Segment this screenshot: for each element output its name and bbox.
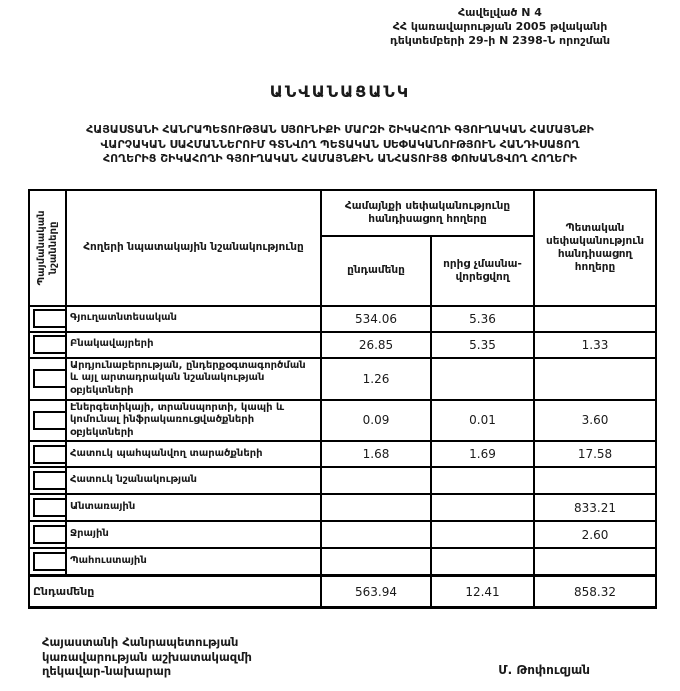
table-row bbox=[29, 358, 656, 400]
symbol-box-icon bbox=[33, 335, 66, 354]
total-label: Ընդամենը bbox=[29, 576, 321, 608]
column-header-symbols bbox=[29, 190, 66, 306]
state-value bbox=[534, 306, 656, 332]
symbol-box-icon bbox=[33, 498, 66, 517]
state-value bbox=[534, 358, 656, 400]
row-label: Հատուկ պահպանվող տարածքների bbox=[66, 441, 321, 467]
community-total-value bbox=[321, 494, 431, 521]
table-row bbox=[29, 467, 656, 494]
non-privatized-value bbox=[431, 494, 534, 521]
row-label: Անտառային bbox=[66, 494, 321, 521]
community-total-value: 26.85 bbox=[321, 332, 431, 358]
subtitle-line: ՀՈՂԵՐԻՑ ՇԻԿԱՀՈՂԻ ԳՅՈՒՂԱԿԱՆ ՀԱՄԱՅՆՔԻՆ ԱՆՀԱՏՈՒՅՑ ՓՈԽԱՆՑՎՈՂ ՀՈՂԵՐԻ bbox=[103, 152, 577, 165]
community-total-value: 1.26 bbox=[321, 358, 431, 400]
column-header-purpose: Հողերի նպատակային նշանակությունը bbox=[66, 190, 321, 306]
column-header-community-group: Համայնքի սեփականությունը հանդիսացող հողերը bbox=[321, 190, 534, 236]
signatory-name: Մ. Թոփուզյան bbox=[498, 662, 590, 677]
state-value: 17.58 bbox=[534, 441, 656, 467]
column-header-total: ընդամենը bbox=[321, 236, 431, 306]
community-total-value: 0.09 bbox=[321, 400, 431, 442]
community-total-value bbox=[321, 467, 431, 494]
row-label: Պահուստային bbox=[66, 548, 321, 576]
document-subtitle bbox=[0, 123, 680, 167]
state-value: 2.60 bbox=[534, 521, 656, 548]
state-value: 833.21 bbox=[534, 494, 656, 521]
subtitle-line: ՀԱՅԱՍՏԱՆԻ ՀԱՆՐԱՊԵՏՈՒԹՅԱՆ ՍՅՈՒՆԻՔԻ ՄԱՐԶԻ ՇԻԿԱՀՈՂԻ ԳՅՈՒՂԱԿԱՆ ՀԱՄԱՅՆՔԻ bbox=[86, 123, 594, 136]
row-label: Բնակավայրերի bbox=[66, 332, 321, 358]
document-footer bbox=[0, 635, 680, 679]
row-label: Գյուղատնտեսական bbox=[66, 306, 321, 332]
symbol-box-icon bbox=[33, 369, 66, 388]
column-header-state: Պետական սեփականություն հանդիսացող հողերը bbox=[534, 190, 656, 306]
symbol-cell bbox=[29, 467, 66, 494]
symbol-cell bbox=[29, 494, 66, 521]
signatory-title-line: Հայաստանի Հանրապետության bbox=[42, 635, 239, 649]
column-header-symbols-label: Պայմանական նշանները bbox=[35, 210, 59, 285]
symbol-cell bbox=[29, 332, 66, 358]
community-total-value: 1.68 bbox=[321, 441, 431, 467]
table-row bbox=[29, 332, 656, 358]
state-value: 3.60 bbox=[534, 400, 656, 442]
symbol-box-icon bbox=[33, 445, 66, 464]
table-row bbox=[29, 494, 656, 521]
symbol-cell bbox=[29, 400, 66, 442]
symbol-cell bbox=[29, 441, 66, 467]
non-privatized-value bbox=[431, 521, 534, 548]
community-total-value bbox=[321, 521, 431, 548]
community-total-value: 534.06 bbox=[321, 306, 431, 332]
symbol-box-icon bbox=[33, 525, 66, 544]
signatory-title-line: ղեկավար-նախարար bbox=[42, 664, 172, 678]
non-privatized-value: 5.36 bbox=[431, 306, 534, 332]
row-label: Արդյունաբերության, ընդերքօգտագործման և այլ արտադրական նշանակության օբյեկտների bbox=[66, 358, 321, 400]
symbol-box-icon bbox=[33, 552, 66, 571]
non-privatized-sum: 12.41 bbox=[431, 576, 534, 608]
non-privatized-value bbox=[431, 467, 534, 494]
row-label: Էներգետիկայի, տրանսպորտի, կապի և կոմունալ ինֆրակառուցվածքների օբյեկտների bbox=[66, 400, 321, 442]
non-privatized-value: 5.35 bbox=[431, 332, 534, 358]
non-privatized-value: 1.69 bbox=[431, 441, 534, 467]
appendix-line: դեկտեմբերի 29-ի N 2398-Ն որոշման bbox=[389, 34, 611, 47]
page-title: ԱՆՎԱՆԱՑԱՆԿ bbox=[269, 82, 411, 101]
row-label: Ջրային bbox=[66, 521, 321, 548]
table-row bbox=[29, 548, 656, 576]
column-header-non-privatized: որից չմասնա-վորեցվող bbox=[431, 236, 534, 306]
symbol-cell bbox=[29, 548, 66, 576]
signatory-title bbox=[42, 635, 252, 679]
symbol-box-icon bbox=[33, 309, 66, 328]
symbol-box-icon bbox=[33, 411, 66, 430]
symbol-cell bbox=[29, 521, 66, 548]
row-label: Հատուկ նշանակության bbox=[66, 467, 321, 494]
appendix-line: Հավելված N 4 bbox=[458, 6, 542, 19]
community-total-value bbox=[321, 548, 431, 576]
symbol-cell bbox=[29, 358, 66, 400]
appendix-reference bbox=[330, 0, 670, 48]
state-value bbox=[534, 467, 656, 494]
non-privatized-value bbox=[431, 548, 534, 576]
non-privatized-value: 0.01 bbox=[431, 400, 534, 442]
state-value: 1.33 bbox=[534, 332, 656, 358]
total-row bbox=[29, 576, 656, 608]
state-value bbox=[534, 548, 656, 576]
symbol-cell bbox=[29, 306, 66, 332]
land-allocation-table bbox=[28, 189, 657, 610]
symbol-box-icon bbox=[33, 471, 66, 490]
subtitle-line: ՎԱՐՉԱԿԱՆ ՍԱՀՄԱՆՆԵՐՈՒՄ ԳՏՆՎՈՂ ՊԵՏԱԿԱՆ ՍԵՓԱԿԱՆՈՒԹՅՈՒՆ ՀԱՆԴԻՍԱՑՈՂ bbox=[100, 137, 580, 151]
table-row bbox=[29, 521, 656, 548]
non-privatized-value bbox=[431, 358, 534, 400]
table-row bbox=[29, 400, 656, 442]
appendix-line: ՀՀ կառավարության 2005 թվականի bbox=[392, 20, 608, 33]
community-total-sum: 563.94 bbox=[321, 576, 431, 608]
signatory-title-line: կառավարության աշխատակազմի bbox=[42, 649, 252, 664]
table-row bbox=[29, 306, 656, 332]
state-sum: 858.32 bbox=[534, 576, 656, 608]
table-row bbox=[29, 441, 656, 467]
table-header-row-1 bbox=[29, 190, 656, 236]
